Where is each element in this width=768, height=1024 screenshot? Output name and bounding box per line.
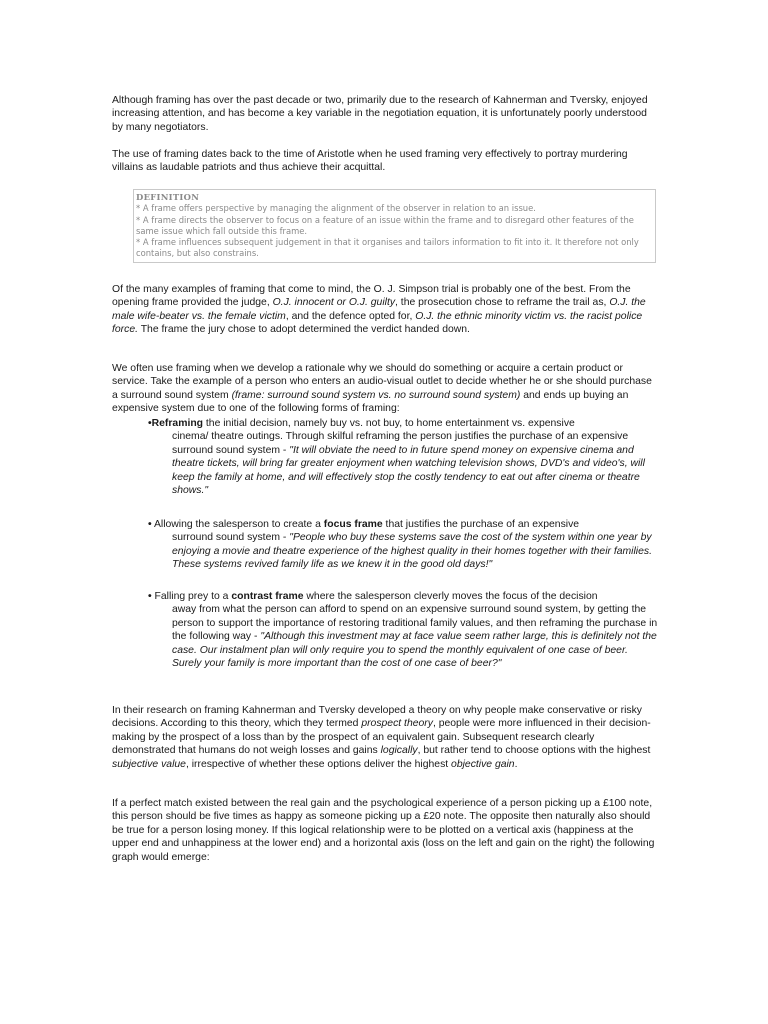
text-run: , irrespective of whether these options deliver the highest — [185, 758, 452, 770]
definition-item: * A frame influences subsequent judgement in that it organises and tailors information to fit into it. It therefore not only contains, but also constrains. — [136, 237, 639, 259]
prospect-theory-paragraph — [112, 704, 660, 771]
text-run: , the prosecution chose to reframe the trail as, — [395, 297, 610, 309]
bullet-contrast-frame — [148, 590, 660, 670]
text-run: Falling prey to a — [151, 591, 232, 602]
quote-run: "People who buy these systems save the cost of the system within one year by enjoying a movie and theatre experience of the highest quality in their homes together with their families. These systems revived family life as we knew it in the good old days!" — [172, 532, 652, 571]
text-run: . — [514, 758, 518, 770]
framing-rationale-paragraph — [112, 362, 660, 416]
italic-run: logically — [380, 745, 418, 757]
aristotle-paragraph: The use of framing dates back to the time of Aristotle when he used framing very effectively to portray murdering villains as laudable patriots and thus achieve their acquittal. — [112, 149, 628, 174]
text-run: In their research on framing Kahnerman and Tversky developed a theory on why people make conservative or risky decisions. According to this theory, which they termed — [112, 705, 643, 730]
bold-term: Reframing — [151, 418, 204, 429]
simpson-paragraph — [112, 283, 660, 337]
intro-paragraph: Although framing has over the past decade or two, primarily due to the research of Kahnerman and Tversky, enjoyed increasing attention, and has become a key variable in the negotiation equation, it is unfortunately poorly understood by many negotiators. — [112, 95, 648, 133]
italic-run: (frame: surround sound system vs. no surround sound system) — [231, 389, 521, 401]
text-run: surround sound system - — [172, 532, 290, 544]
bullet-dot: • — [148, 418, 152, 429]
definition-box — [133, 189, 656, 263]
definition-item: * A frame offers perspective by managing the alignment of the observer in relation to an issue. — [136, 203, 536, 214]
bullet-dot: • — [148, 591, 152, 602]
definition-title: DEFINITION — [136, 192, 200, 202]
text-run: We often use framing when we develop a rationale why we should do something or acquire a certain product or service. Take the example of a person who enters an audio-visual outlet to decide whether he or she should purchase a surround sound system — [112, 363, 652, 401]
definition-item: * A frame directs the observer to focus on a feature of an issue within the frame and to disregard other features of the same issue which fall outside this frame. — [136, 214, 634, 236]
bullet-continuation — [148, 603, 660, 670]
bold-term: contrast frame — [231, 591, 304, 602]
text-run: The frame the jury chose to adopt determined the verdict handed down. — [138, 324, 470, 336]
text-run: , and the defence opted for, — [285, 310, 416, 322]
italic-run: O.J. the male wife-beater vs. the female victim — [112, 297, 646, 322]
bullet-dot: • — [148, 519, 152, 530]
text-run: cinema/ theatre outings. Through skilful reframing the person justifies the purchase of an expensive surround sound system - — [172, 431, 629, 456]
italic-run: objective gain — [451, 758, 515, 770]
italic-run: subjective value — [112, 758, 186, 770]
text-run: and ends up buying an expensive system due to one of the following forms of framing: — [112, 389, 629, 415]
text-run: Of the many examples of framing that come to mind, the O. J. Simpson trial is probably one of the best. From the opening frame provided the judge, — [112, 284, 631, 309]
quote-run: "It will obviate the need to in future spend money on expensive cinema and theatre tickets, will bring far greater enjoyment when watching television shows, DVD's and video's, will keep the family at home, and will effectively stop the costly tendency to eat out after cinema or theatre shows." — [172, 444, 645, 497]
quote-run: "Although this investment may at face value seem rather large, this is definitely not the case. Our instalment plan will only require you to spend the monthly equivalent of one case of beer. Surely your family is more important than the cost of one case of beer?" — [172, 631, 657, 670]
bullet-reframing — [148, 417, 660, 497]
italic-run: O.J. innocent or O.J. guilty — [272, 297, 396, 309]
text-run: , but rather tend to choose options with the highest — [417, 745, 651, 757]
text-run: that justifies the purchase of an expensive — [382, 519, 580, 530]
bold-term: focus frame — [323, 519, 383, 530]
text-run: where the salesperson cleverly moves the focus of the decision — [303, 591, 598, 602]
bullet-focus-frame — [148, 518, 660, 572]
bullet-continuation — [148, 531, 660, 571]
italic-run: prospect theory — [361, 718, 433, 730]
text-run: away from what the person can afford to spend on an expensive surround sound system, by getting the person to support the importance of restoring traditional family values, and then reframing the purchase in the following way - — [172, 604, 658, 643]
italic-run: O.J. the ethnic minority victim vs. the racist police force. — [112, 310, 643, 336]
text-run: Allowing the salesperson to create a — [151, 519, 324, 530]
bullet-continuation — [148, 430, 660, 497]
graph-intro-paragraph: If a perfect match existed between the real gain and the psychological experience of a person picking up a £100 note, this person should be five times as happy as someone picking up a £20 note. The opposite then naturally also should be true for a person losing money. If this logical relationship were to be plotted on a vertical axis (happiness at the upper end and unhappiness at the lower end) and a horizontal axis (loss on the left and gain on the right) the following graph would emerge: — [112, 798, 655, 863]
text-run: the initial decision, namely buy vs. not buy, to home entertainment vs. expensive — [203, 418, 575, 429]
text-run: , people were more influenced in their decision-making by the prospect of a loss than by the prospect of an equivalent gain. Subsequent research clearly demonstrated that humans do not weigh losses and gains — [112, 718, 651, 757]
